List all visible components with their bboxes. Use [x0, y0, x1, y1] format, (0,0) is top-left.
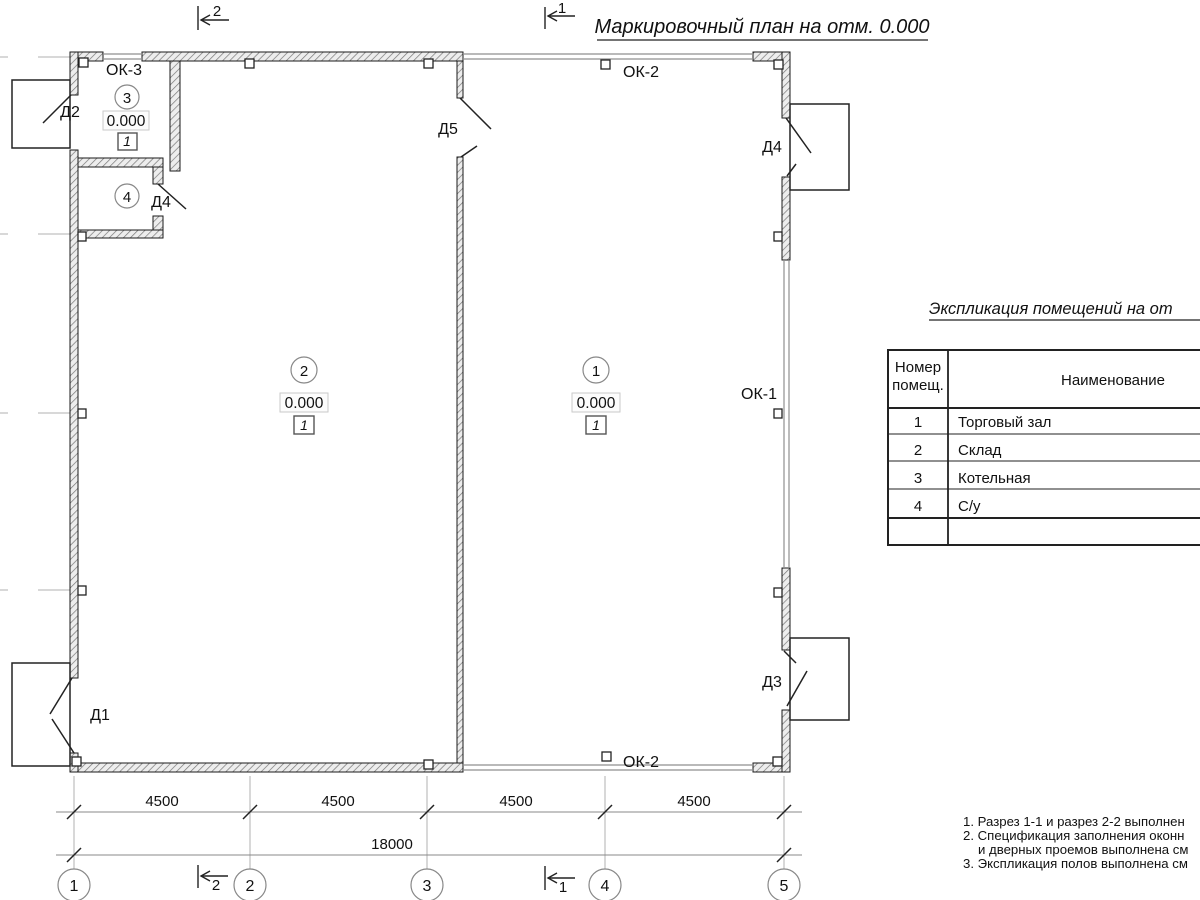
section-marks [198, 6, 575, 890]
door-d5-leaf-1 [460, 98, 491, 129]
axis-1-label: 1 [69, 878, 79, 895]
wall-interior-stub [457, 61, 463, 98]
table-row [914, 414, 1052, 431]
svg-text:3: 3 [913, 470, 923, 487]
svg-text:4: 4 [913, 498, 923, 515]
wall-room4-bottom [78, 230, 163, 238]
walls [70, 52, 790, 772]
wall-left-2 [70, 150, 78, 678]
svg-text:Склад: Склад [958, 442, 1002, 459]
door-label-d3: Д3 [762, 674, 782, 691]
window-glazing [103, 54, 789, 770]
room-schedule [888, 300, 1200, 545]
dimensions [56, 776, 802, 869]
notes [963, 814, 1188, 871]
wall-top-mid [142, 52, 463, 61]
axis-4-label: 4 [600, 878, 610, 895]
note-2: 2. Спецификация заполнения оконн [963, 828, 1185, 843]
porches [12, 80, 849, 766]
window-label-ok1: ОК-1 [741, 386, 777, 403]
room-2-number: 2 [299, 363, 309, 380]
drawing-title [594, 16, 929, 40]
dim-span-3: 4500 [499, 793, 533, 810]
wall-right-2 [782, 177, 790, 260]
room-2-floor-type: 1 [300, 417, 308, 433]
note-2-cont: и дверных проемов выполнена см [978, 842, 1189, 857]
dim-ticks [67, 805, 791, 862]
porch-d3 [790, 638, 849, 720]
svg-text:С/у: С/у [958, 498, 981, 515]
window-label-ok2-top: ОК-2 [623, 64, 659, 81]
axis-2-label: 2 [245, 878, 255, 895]
table-row [914, 442, 1002, 459]
wall-interior [457, 157, 463, 763]
wall-left-1 [70, 52, 78, 95]
porch-d4 [790, 104, 849, 190]
wall-right-3 [782, 568, 790, 650]
room-3-elevation: 0.000 [106, 113, 146, 130]
page-title: Маркировочный план на отм. 0.000 [594, 16, 930, 38]
note-1: 1. Разрез 1-1 и разрез 2-2 выполнен [963, 814, 1185, 829]
room-1-floor-type: 1 [592, 417, 600, 433]
wall-room3-right [170, 61, 180, 171]
table-header-col1-line2: помещ. [892, 377, 944, 394]
svg-text:Котельная: Котельная [958, 470, 1031, 487]
door-label-d4-ext: Д4 [762, 139, 782, 156]
room-4-number: 4 [122, 189, 132, 206]
svg-text:2: 2 [913, 442, 923, 459]
section-1-top-label: 1 [557, 0, 567, 17]
door-label-d4-int: Д4 [151, 194, 171, 211]
opening-labels [60, 62, 782, 771]
dim-span-4: 4500 [677, 793, 711, 810]
wall-right-4 [782, 710, 790, 772]
dim-total: 18000 [371, 836, 413, 853]
wall-room3-bottom [78, 158, 163, 167]
axis-bubbles [58, 869, 800, 900]
note-3: 3. Экспликация полов выполнена см [963, 856, 1188, 871]
section-2-bottom-label: 2 [211, 877, 221, 894]
window-label-ok2-bottom: ОК-2 [623, 754, 659, 771]
room-markers [103, 85, 620, 434]
svg-text:Торговый зал: Торговый зал [958, 414, 1052, 431]
axis-5-label: 5 [779, 878, 789, 895]
wall-d4-jamb-top [153, 167, 163, 184]
wall-bottom-left [70, 763, 463, 772]
wall-d4-jamb-bottom [153, 216, 163, 230]
row-axis-lines [0, 57, 70, 590]
dim-span-1: 4500 [145, 793, 179, 810]
section-mark-labels [212, 0, 567, 896]
svg-text:1: 1 [913, 414, 923, 431]
window-label-ok3: ОК-3 [106, 62, 142, 79]
axis-3-label: 3 [422, 878, 432, 895]
room-1-number: 1 [591, 363, 601, 380]
room-2-elevation: 0.000 [284, 395, 324, 412]
room-3-number: 3 [122, 90, 132, 107]
porch-d1 [12, 663, 70, 766]
door-d4-ext-leaf-2 [787, 164, 796, 176]
dim-span-2: 4500 [321, 793, 355, 810]
section-1-bottom-label: 1 [558, 879, 568, 896]
section-2-top-label: 2 [212, 3, 222, 20]
door-d1-leaf-1 [50, 678, 72, 714]
door-label-d2: Д2 [60, 104, 80, 121]
room-3-floor-type: 1 [123, 133, 131, 149]
door-d5-leaf-2 [461, 146, 477, 157]
door-label-d5: Д5 [438, 121, 458, 138]
door-label-d1: Д1 [90, 707, 110, 724]
room-1-elevation: 0.000 [576, 395, 616, 412]
table-row [914, 470, 1031, 487]
room-schedule-title: Экспликация помещений на от [929, 300, 1173, 318]
table-header-col1-line1: Номер [894, 359, 942, 376]
table-header-col2: Наименование [1061, 372, 1165, 389]
